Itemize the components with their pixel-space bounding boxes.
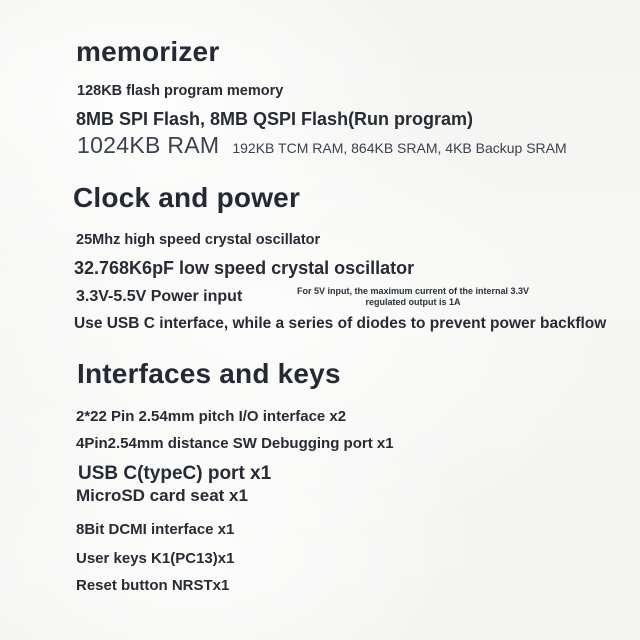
usbc-port-line: USB C(typeC) port x1 — [78, 463, 272, 484]
power-input-line: 3.3V-5.5V Power input — [76, 288, 243, 305]
flash-memory-line: 128KB flash program memory — [77, 83, 284, 99]
reset-button-line: Reset button NRSTx1 — [76, 577, 230, 594]
ram-line — [77, 132, 567, 158]
high-speed-oscillator-line: 25Mhz high speed crystal oscillator — [76, 232, 321, 248]
sw-debug-line: 4Pin2.54mm distance SW Debugging port x1 — [76, 435, 394, 452]
io-interface-line: 2*22 Pin 2.54mm pitch I/O interface x2 — [76, 408, 347, 425]
interfaces-section-title: Interfaces and keys — [77, 358, 341, 389]
dcmi-interface-line: 8Bit DCMI interface x1 — [76, 521, 235, 538]
low-speed-oscillator-line: 32.768K6pF low speed crystal oscillator — [74, 258, 415, 278]
ram-value: 1024KB RAM — [77, 132, 220, 158]
microsd-line: MicroSD card seat x1 — [76, 486, 248, 505]
user-keys-line: User keys K1(PC13)x1 — [76, 550, 235, 567]
ram-detail: 192KB TCM RAM, 864KB SRAM, 4KB Backup SRAM — [232, 140, 567, 156]
power-input-note: For 5V input, the maximum current of the internal 3.3V regulated output is 1A — [296, 286, 530, 307]
clock-section-title: Clock and power — [73, 182, 301, 213]
spi-flash-line: 8MB SPI Flash, 8MB QSPI Flash(Run program) — [76, 109, 474, 129]
usb-backflow-line: Use USB C interface, while a series of diodes to prevent power backflow — [74, 315, 607, 332]
memory-section-title: memorizer — [76, 36, 220, 67]
